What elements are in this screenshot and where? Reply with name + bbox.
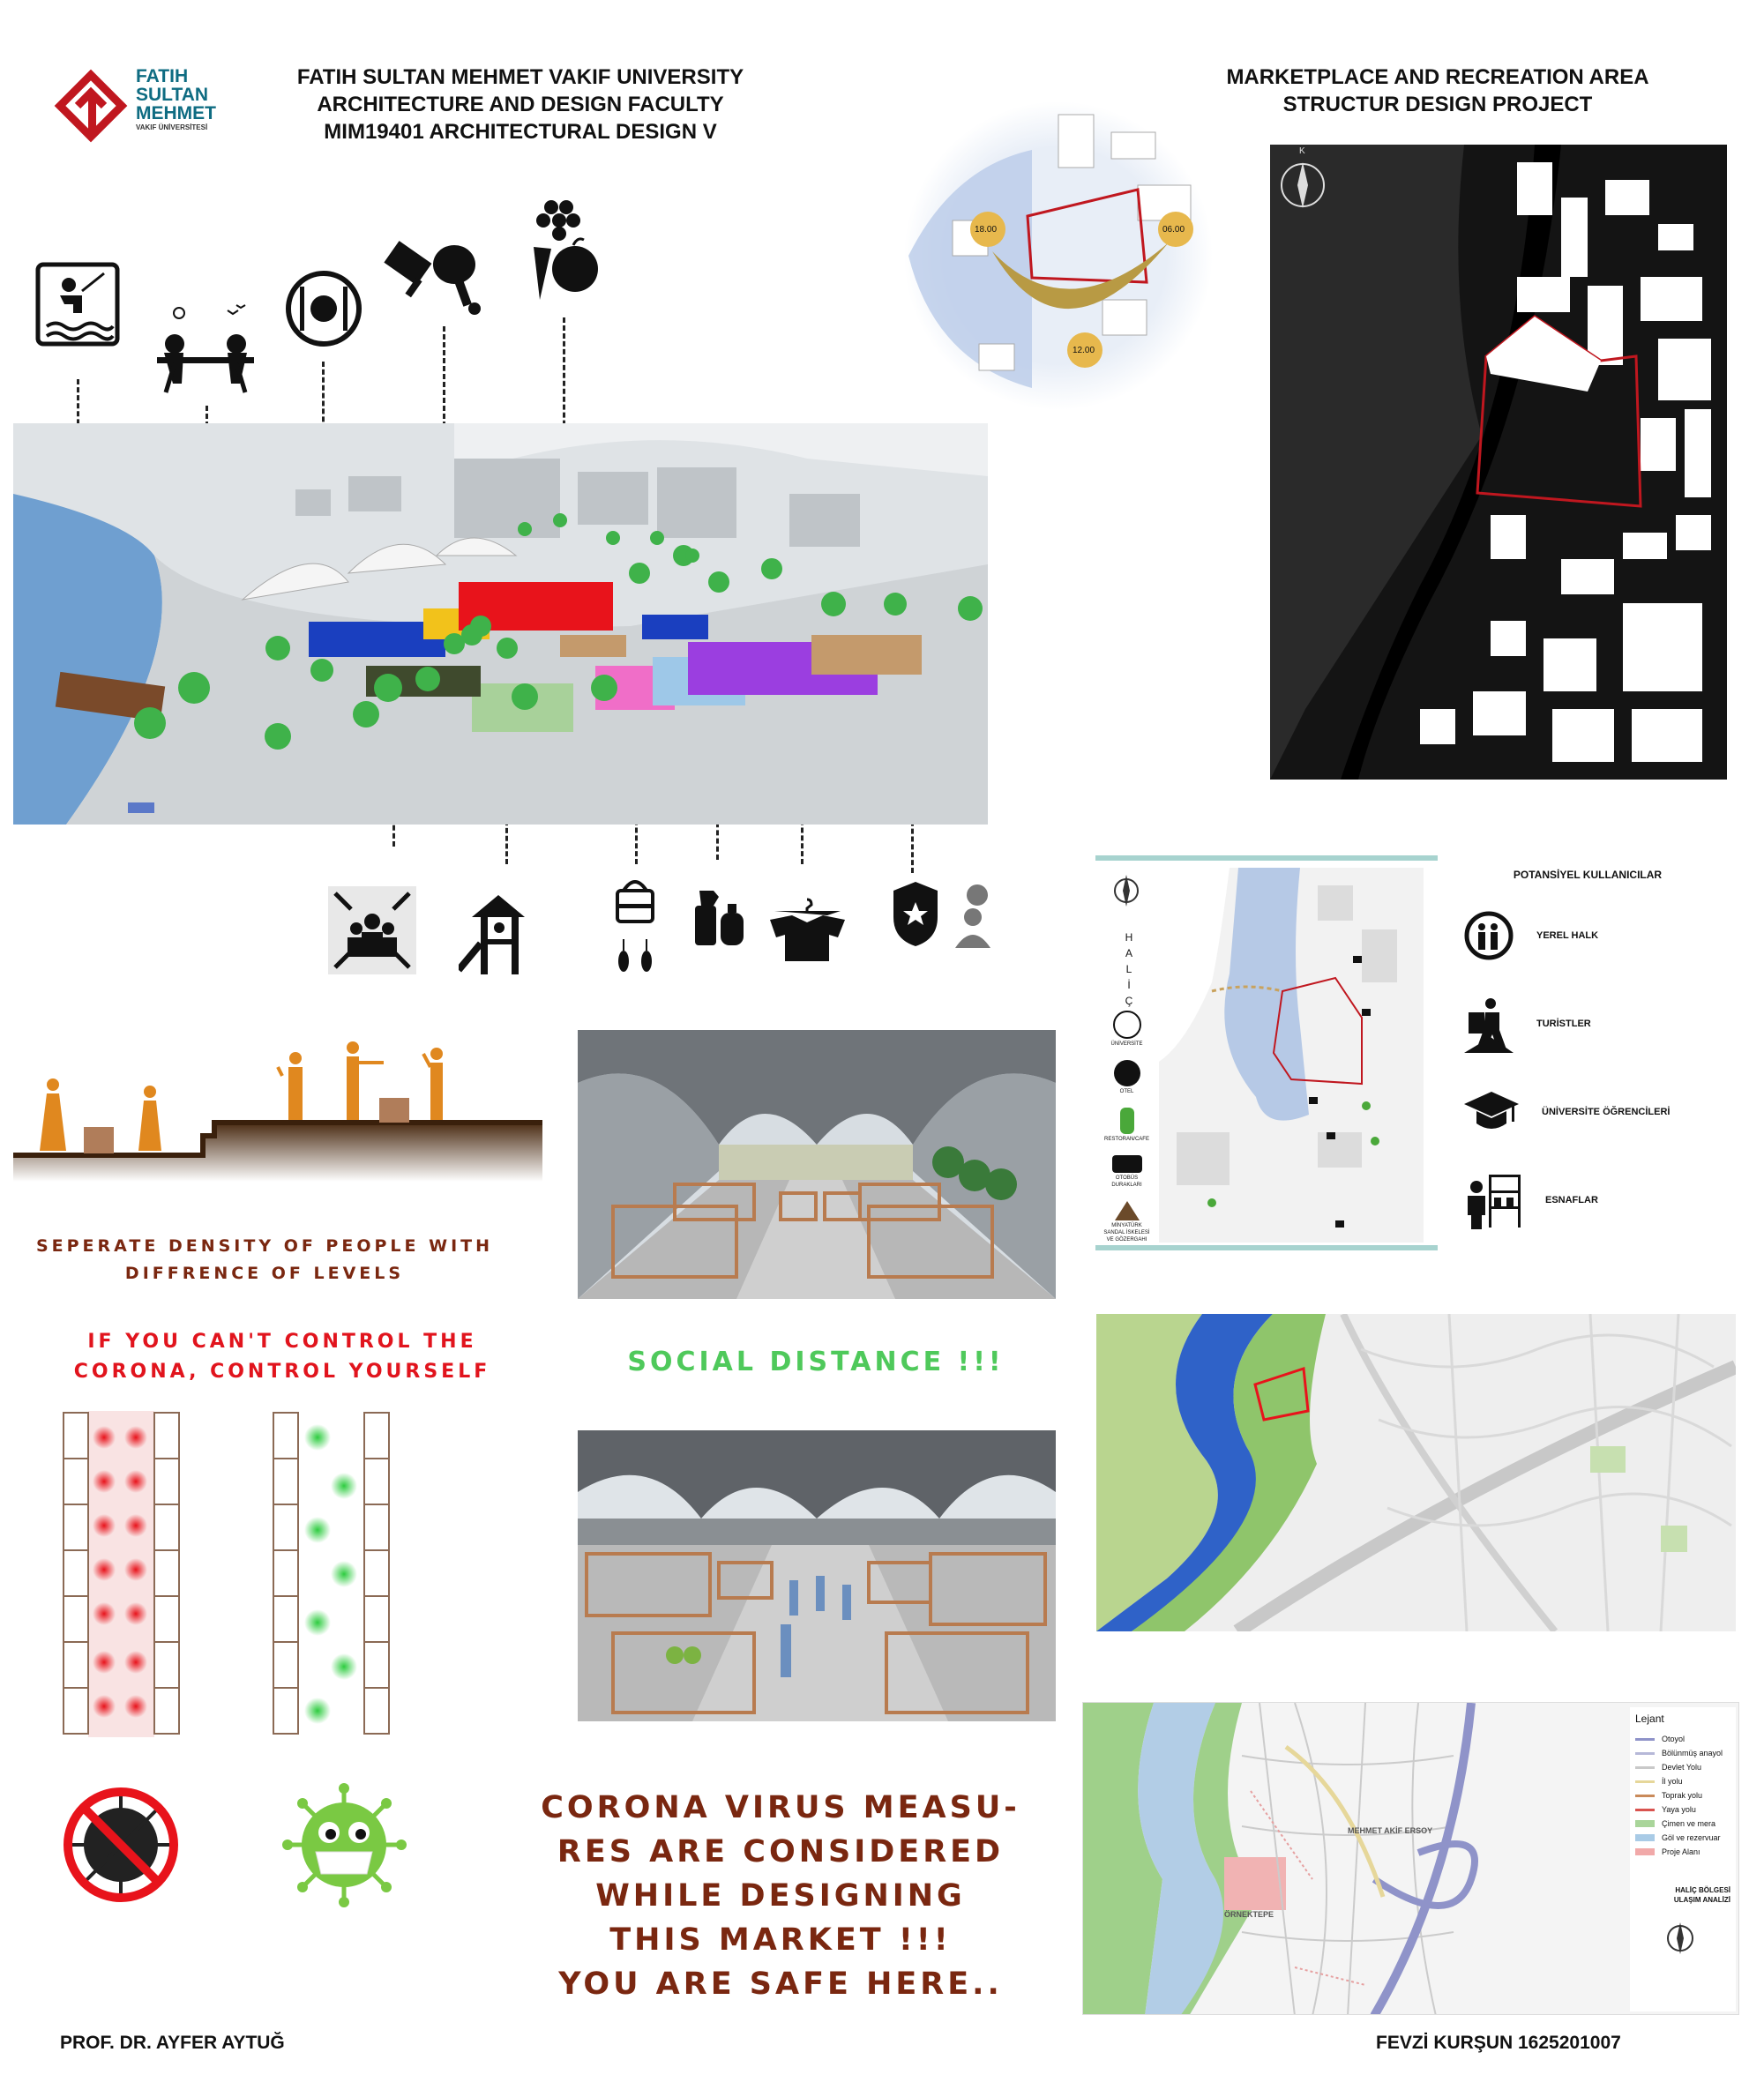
legend-swatch [1635, 1834, 1655, 1841]
sun-time-noon: 12.00 [1073, 346, 1095, 355]
cleaning-products-icon [692, 886, 745, 948]
legend-row [1635, 1845, 1730, 1859]
logo-line-3: MEHMET [136, 103, 216, 123]
legend-boat: MİNYATÜRK SANDAL İSKELESİ VE GÖZERGAHI [1103, 1223, 1150, 1243]
sun-time-evening: 18.00 [975, 225, 998, 235]
level-section-diagram [13, 1032, 542, 1182]
legend-swatch [1635, 1848, 1655, 1855]
haliç-letter: İ [1127, 979, 1131, 991]
logo-mark-icon [51, 62, 131, 150]
family-icon [1464, 911, 1514, 960]
clothing-icon [766, 898, 849, 964]
place-label: MEHMET AKİF ERSOY [1348, 1826, 1433, 1835]
haliç-letter: L [1125, 963, 1132, 975]
site-3d-render [13, 423, 988, 825]
legend-row [1635, 1788, 1730, 1802]
boat-legend-icon [1115, 1201, 1140, 1220]
university-name: FATIH SULTAN MEHMET VAKIF UNIVERSITY [296, 65, 744, 89]
restaurant-icon [284, 269, 363, 348]
market-interior-render-2 [578, 1430, 1056, 1721]
legend-row [1635, 1831, 1730, 1845]
tourist-icon [1464, 995, 1514, 1053]
legend-bus: OTOBÜS DURAKLARI [1111, 1175, 1142, 1188]
project-header [1164, 63, 1711, 118]
fruit-vegetable-icon [520, 194, 604, 304]
logo-line-2: SULTAN [136, 85, 209, 105]
university-header [256, 63, 785, 146]
section-caption-line-2: DIFFRENCE OF LEVELS [124, 1264, 405, 1283]
haliç-letter: Ç [1125, 995, 1133, 1007]
legend-hotel: OTEL [1119, 1089, 1134, 1094]
corona-warning-line-2: CORONA, CONTROL YOURSELF [73, 1361, 491, 1383]
potential-users-title: POTANSİYEL KULLANICILAR [1513, 869, 1663, 881]
legend-label: Yaya yolu [1662, 1805, 1696, 1814]
legend-label: Proje Alanı [1662, 1847, 1700, 1856]
user-label: ÜNİVERSİTE ÖĞRENCİLERİ [1542, 1107, 1671, 1117]
legend-university: ÜNİVERSİTE [1110, 1041, 1143, 1047]
user-students [1464, 1068, 1711, 1156]
corona-measures-line-5: YOU ARE SAFE HERE.. [558, 1966, 1003, 2002]
north-arrow-icon [1665, 1917, 1730, 1959]
legend-label: Otoyol [1662, 1735, 1686, 1743]
logo-subtitle: VAKIF ÜNİVERSİTESİ [136, 123, 208, 131]
market-block-tan [560, 635, 626, 657]
corona-warning-line-1: IF YOU CAN'T CONTROL THE [87, 1331, 477, 1353]
instructor-name: PROF. DR. AYFER AYTUĞ [60, 2033, 285, 2053]
student-name: FEVZİ KURŞUN 1625201007 [1376, 2033, 1621, 2053]
legend-row [1635, 1746, 1730, 1760]
bus-stop-legend-icon [1112, 1155, 1142, 1173]
city-street-map [1096, 1314, 1736, 1631]
legend-label: Göl ve rezervuar [1662, 1833, 1721, 1842]
legend-row [1635, 1774, 1730, 1788]
corona-warning [35, 1327, 529, 1387]
course-name: MIM19401 ARCHITECTURAL DESIGN V [324, 120, 717, 144]
user-tourists [1464, 980, 1711, 1068]
figure-ground-map [1270, 145, 1727, 780]
user-label: TURİSTLER [1536, 1019, 1591, 1029]
legend-list [1635, 1732, 1730, 1859]
corona-measures-line-1: CORONA VIRUS MEASU- [541, 1790, 1020, 1825]
legend-label: Toprak yolu [1662, 1791, 1703, 1800]
legend-restaurant: RESTORAN/CAFE [1104, 1137, 1149, 1142]
north-arrow-icon [1279, 150, 1327, 212]
north-arrow-icon [1113, 864, 1140, 917]
section-caption-line-1: SEPERATE DENSITY OF PEOPLE WITH [35, 1236, 494, 1256]
transport-legend [1630, 1707, 1736, 2011]
legend-swatch [1635, 1766, 1655, 1769]
project-title: MARKETPLACE AND RECREATION AREA [1226, 65, 1649, 89]
distanced-aisle-diagram [272, 1411, 391, 1737]
user-local-people [1464, 892, 1711, 980]
analysis-map [1159, 868, 1424, 1243]
corona-measures [503, 1786, 1058, 2006]
corona-measures-line-2: RES ARE CONSIDERED [557, 1834, 1005, 1869]
university-legend-icon [1113, 1011, 1141, 1039]
user-label: ESNAFLAR [1545, 1195, 1598, 1205]
gathering-area-icon [328, 886, 416, 974]
legend-swatch [1635, 1795, 1655, 1797]
market-block-blue-small [642, 615, 708, 639]
logo-line-1: FATIH [136, 66, 189, 86]
legend-swatch [1635, 1809, 1655, 1811]
user-tradesmen [1464, 1156, 1711, 1244]
legend-swatch [1635, 1738, 1655, 1741]
section-caption [18, 1233, 512, 1287]
playground-icon [459, 891, 538, 974]
map-caption-line-2: ULAŞIM ANALİZİ [1673, 1896, 1730, 1904]
sun-path-diagram [900, 97, 1217, 414]
faculty-name: ARCHITECTURE AND DESIGN FACULTY [317, 93, 724, 116]
legend-label: Devlet Yolu [1662, 1763, 1702, 1772]
sun-time-morning: 06.00 [1162, 225, 1185, 235]
masked-virus-icon [280, 1781, 408, 1909]
transport-analysis-map [1082, 1702, 1739, 2015]
hotel-legend-icon [1114, 1060, 1140, 1086]
market-interior-render-1 [578, 1030, 1056, 1299]
no-virus-icon [57, 1781, 185, 1909]
user-label: YEREL HALK [1536, 930, 1599, 941]
legend-title: Lejant [1635, 1713, 1664, 1725]
legend-swatch [1635, 1820, 1655, 1827]
legend-swatch [1635, 1780, 1655, 1783]
legend-label: Bölünmüş anayol [1662, 1749, 1723, 1757]
place-label: ÖRNEKTEPE [1224, 1910, 1274, 1919]
picnic-icon [148, 300, 263, 397]
butcher-icon [379, 234, 490, 322]
legend-swatch [1635, 1752, 1655, 1755]
site-analysis-panel [1095, 855, 1438, 1250]
corona-measures-line-4: THIS MARKET !!! [609, 1922, 952, 1958]
market-block-tan-2 [811, 635, 922, 675]
legend-row [1635, 1760, 1730, 1774]
legend-row [1635, 1817, 1730, 1831]
corona-measures-line-3: WHILE DESIGNING [595, 1878, 966, 1914]
haliç-letter: A [1125, 947, 1132, 959]
shopkeeper-icon [1464, 1171, 1522, 1229]
legend-row [1635, 1732, 1730, 1746]
legend-row [1635, 1802, 1730, 1817]
social-distance-title: SOCIAL DISTANCE !!! [627, 1347, 1005, 1377]
university-logo [51, 62, 236, 150]
restaurant-legend-icon [1120, 1108, 1134, 1134]
map-caption-line-1: HALİÇ BÖLGESİ [1675, 1886, 1730, 1894]
project-subtitle: STRUCTUR DESIGN PROJECT [1282, 93, 1593, 116]
legend-label: İl yolu [1662, 1777, 1683, 1786]
legend-label: Çimen ve mera [1662, 1819, 1716, 1828]
potential-users [1464, 869, 1711, 1257]
graduation-cap-icon [1464, 1090, 1519, 1134]
haliç-letter: H [1125, 931, 1133, 944]
handbag-jewelry-icon [613, 877, 657, 979]
crowded-aisle-diagram [62, 1411, 181, 1737]
police-security-icon [889, 877, 999, 948]
north-label: K [1299, 146, 1305, 156]
fishing-icon [34, 260, 122, 348]
